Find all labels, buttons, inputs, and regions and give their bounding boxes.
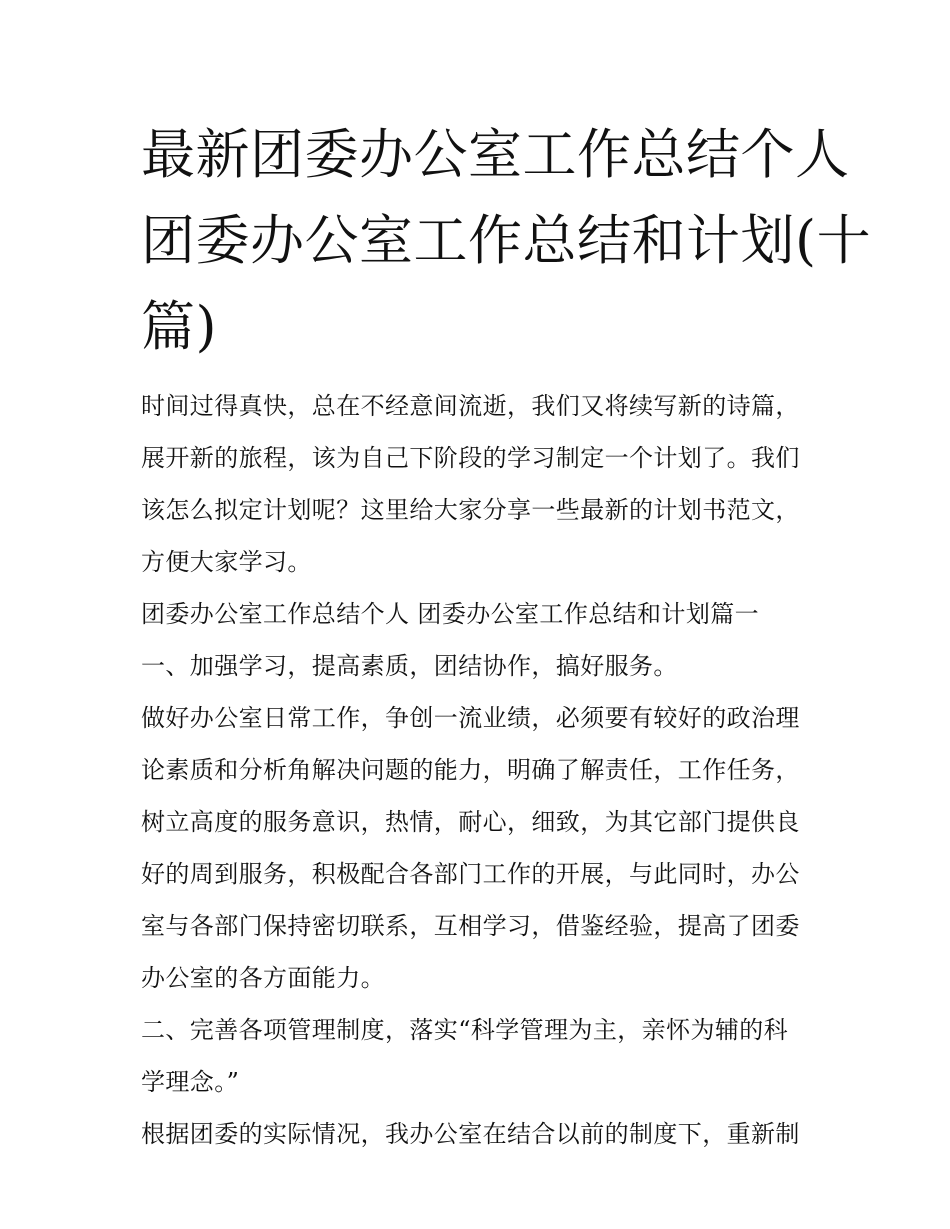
body-paragraph [141,1108,821,1160]
text-line: 展开新的旅程，该为自己下阶段的学习制定一个计划了。我们 [141,444,800,472]
document-content [141,112,872,1160]
document-body [141,380,821,1160]
text-line: 方便大家学习。 [141,548,312,576]
text-line: 该怎么拟定计划呢？这里给大家分享一些最新的计划书范文， [141,496,800,524]
section-heading [141,588,821,640]
text-line: 二、完善各项管理制度，落实“科学管理为主，亲怀为辅的科 [141,1016,789,1044]
text-line: 论素质和分析角解决问题的能力，明确了解责任，工作任务， [141,756,800,784]
body-paragraph [141,692,821,1004]
document-title [141,112,872,370]
text-line: 团委办公室工作总结个人 团委办公室工作总结和计划篇一 [141,600,760,628]
intro-paragraph [141,380,821,588]
text-line: 一、加强学习，提高素质，团结协作，搞好服务。 [141,652,678,680]
text-line: 好的周到服务，积极配合各部门工作的开展，与此同时，办公 [141,860,800,888]
text-line: 时间过得真快，总在不经意间流逝，我们又将续写新的诗篇， [141,392,800,420]
text-line: 学理念。” [141,1068,240,1096]
text-line: 办公室的各方面能力。 [141,964,385,992]
text-line: 根据团委的实际情况，我办公室在结合以前的制度下，重新制 [141,1120,800,1148]
text-line: 做好办公室日常工作，争创一流业绩，必须要有较好的政治理 [141,704,800,732]
subsection-heading [141,640,821,692]
text-line: 室与各部门保持密切联系，互相学习，借鉴经验，提高了团委 [141,912,800,940]
title-line: 最新团委办公室工作总结个人 [141,123,850,186]
subsection-heading [141,1004,821,1108]
title-line: 团委办公室工作总结和计划(十 [141,209,872,272]
text-line: 树立高度的服务意识，热情，耐心，细致，为其它部门提供良 [141,808,800,836]
title-line: 篇) [141,295,218,358]
